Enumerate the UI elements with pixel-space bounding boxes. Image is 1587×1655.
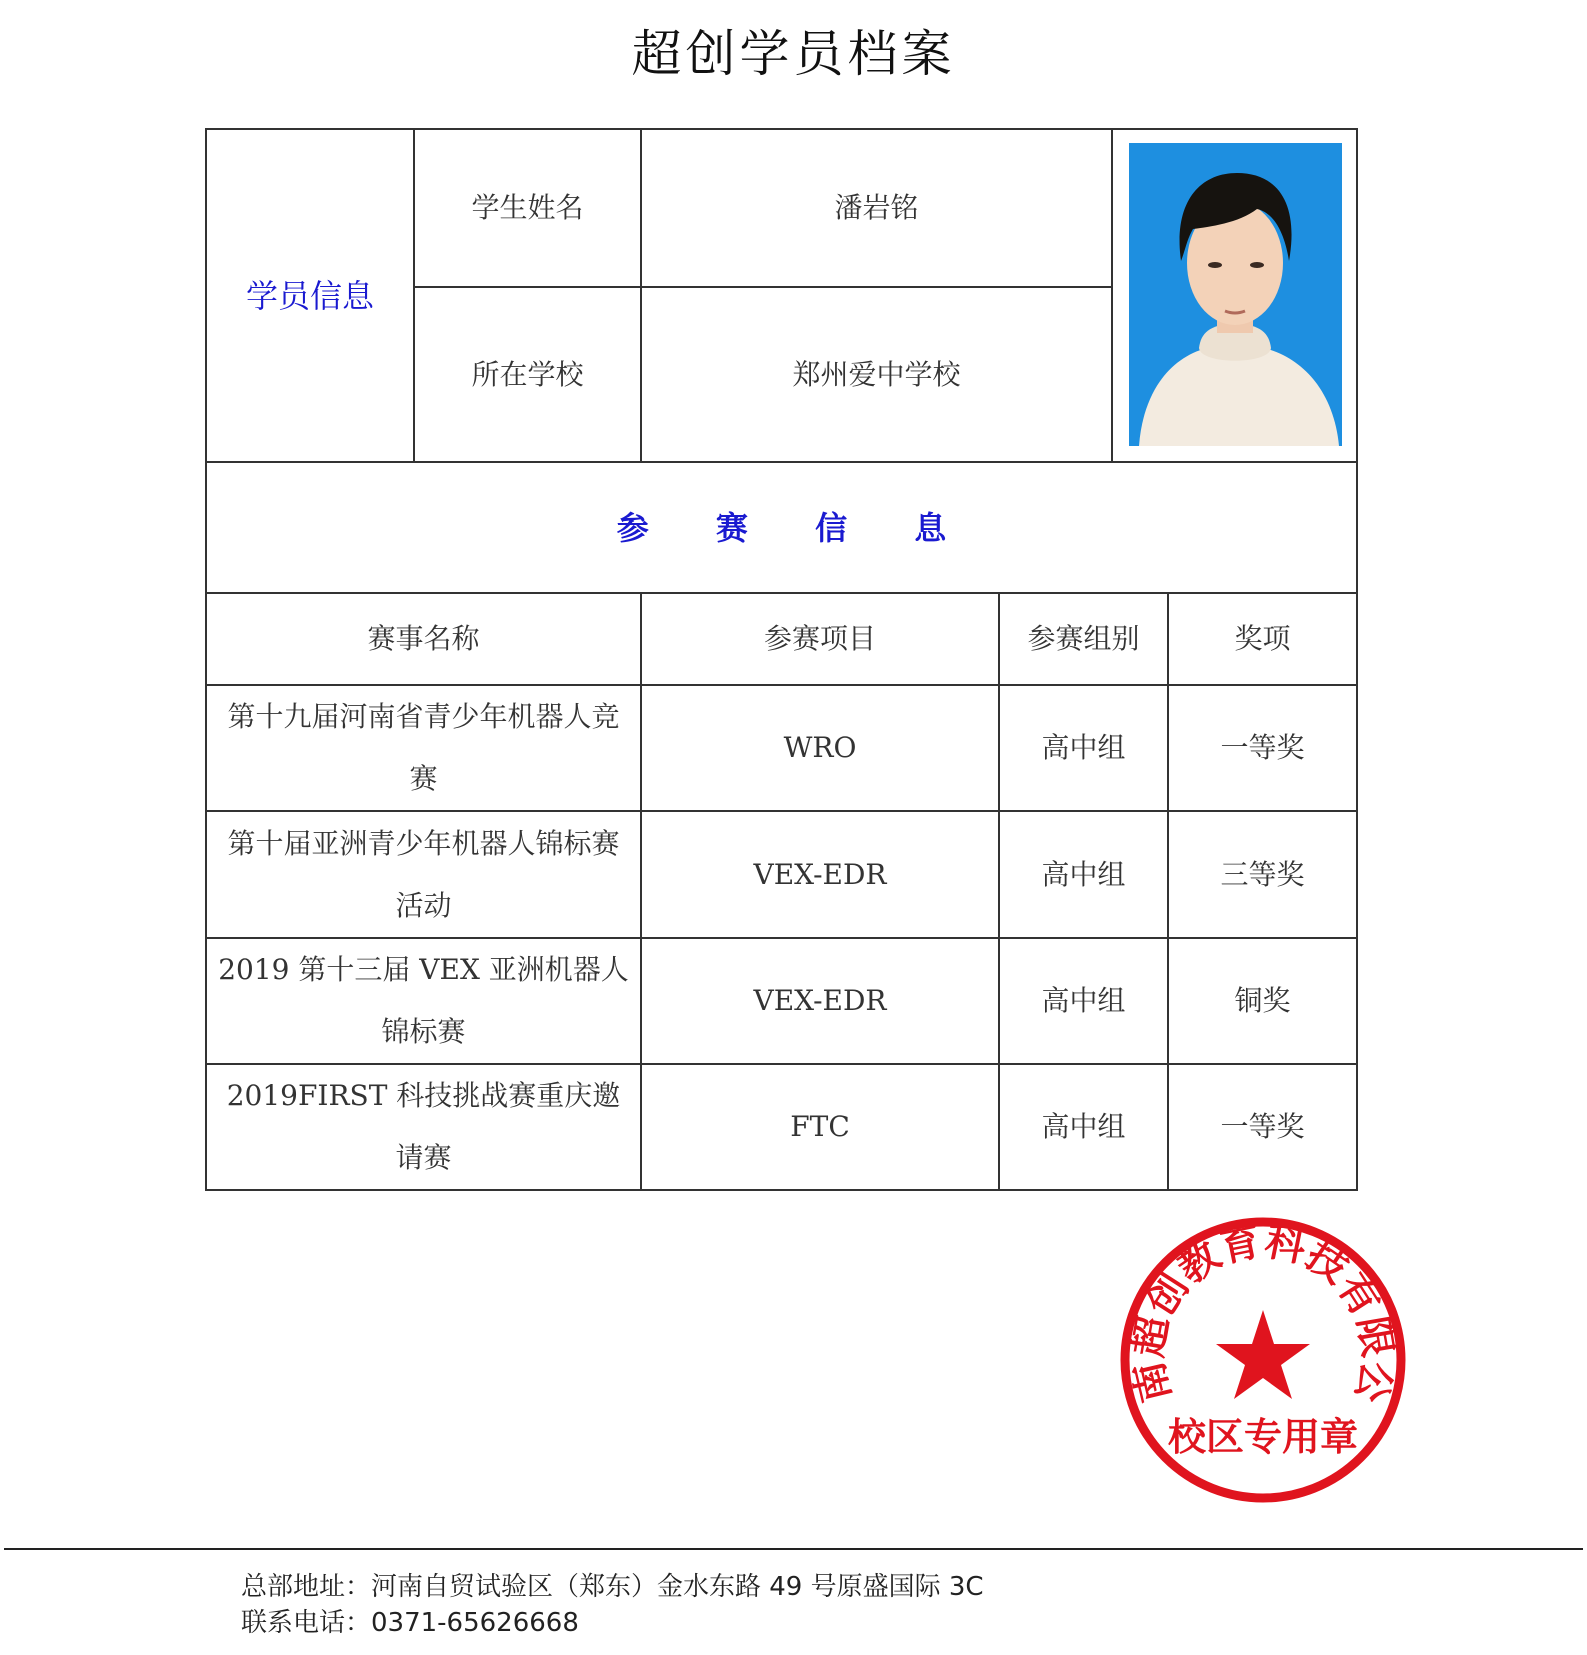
footer-divider — [4, 1548, 1583, 1550]
competition-section-title: 参 赛 信 息 — [616, 508, 975, 547]
header-award: 奖项 — [1234, 622, 1291, 655]
seal-star-icon — [1216, 1310, 1310, 1399]
page-title: 超创学员档案 — [631, 25, 956, 83]
name-value: 潘岩铭 — [834, 191, 919, 224]
header-project: 参赛项目 — [763, 622, 876, 655]
row-2-group: 高中组 — [1041, 857, 1126, 891]
row-1-event: 第十九届河南省青少年机器人竞赛 — [227, 700, 620, 795]
row-1-project: WRO — [783, 731, 857, 764]
row-4-event: 2019FIRST 科技挑战赛重庆邀请赛 — [226, 1079, 621, 1174]
seal-company-text: 南超创教育科技有限公 — [1125, 1218, 1401, 1407]
row-2-project: VEX-EDR — [753, 857, 887, 891]
student-photo — [1129, 143, 1342, 446]
header-event: 赛事名称 — [367, 622, 480, 655]
row-1-award: 一等奖 — [1220, 731, 1305, 764]
row-4-award: 一等奖 — [1220, 1110, 1305, 1143]
row-2-award: 三等奖 — [1220, 857, 1305, 891]
name-label: 学生姓名 — [471, 191, 584, 224]
row-4-group: 高中组 — [1041, 1110, 1126, 1143]
row-4-project: FTC — [790, 1110, 850, 1143]
row-1-group: 高中组 — [1041, 731, 1126, 764]
student-info-label: 学员信息 — [245, 276, 374, 315]
row-3-award: 铜奖 — [1234, 984, 1291, 1017]
school-value: 郑州爱中学校 — [792, 357, 961, 391]
row-3-project: VEX-EDR — [753, 984, 887, 1017]
seal-purpose-text: 校区专用章 — [1167, 1415, 1359, 1459]
company-seal — [1113, 1210, 1413, 1510]
header-group: 参赛组别 — [1027, 622, 1140, 655]
footer-address: 总部地址：河南自贸试验区（郑东）金水东路 49 号原盛国际 3C — [241, 1572, 984, 1602]
school-label: 所在学校 — [471, 357, 584, 391]
row-3-group: 高中组 — [1041, 984, 1126, 1017]
footer-phone: 联系电话：0371-65626668 — [241, 1608, 579, 1638]
row-2-event: 第十届亚洲青少年机器人锦标赛活动 — [227, 826, 620, 922]
row-3-event: 2019 第十三届 VEX 亚洲机器人锦标赛 — [218, 953, 629, 1048]
